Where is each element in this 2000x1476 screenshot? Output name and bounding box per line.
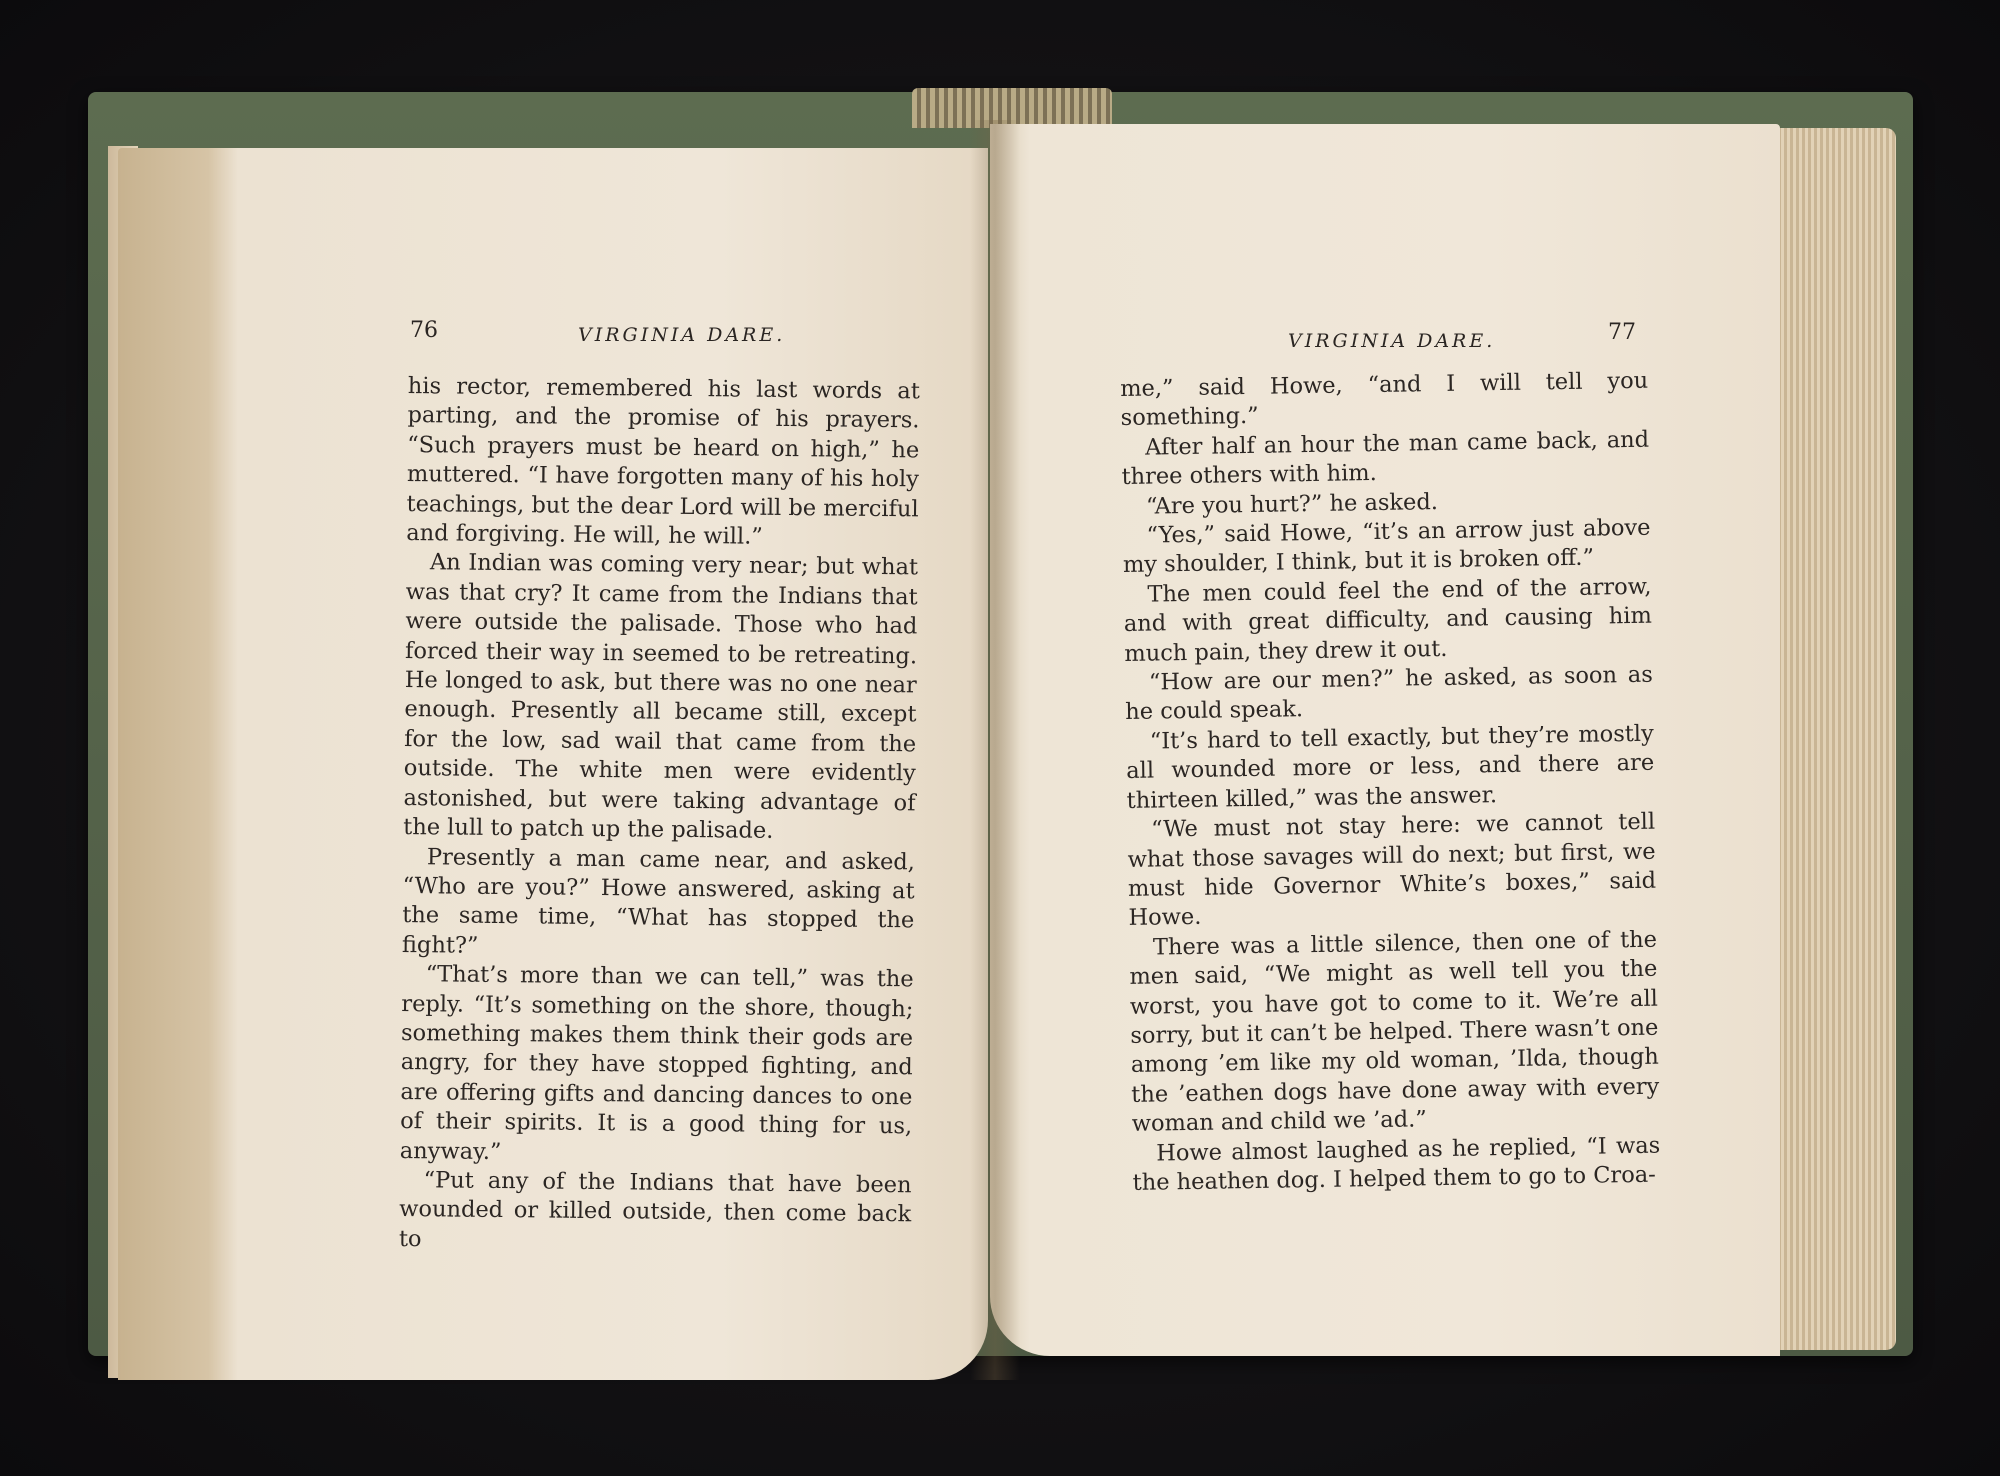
right-page-number: 77	[1608, 320, 1636, 345]
paragraph: “Put any of the Indians that have been wounded or killed outside, then come back to	[398, 1167, 912, 1252]
paragraph: An Indian was coming very near; but what was that cry? It came from the Indians that were outside the palisade. Those who had forced their way in seemed to be retreating. He longed to ask, but there was no one near enough. Presently all became still, except for the low, sad wail that came from the outside. The white men were evidently astonished, but were taking advantage of the lull to patch up the palisade.	[403, 549, 919, 844]
paragraph: “That’s more than we can tell,” was the reply. “It’s something on the shore, though; something makes them think their gods are angry, for they have stopped fighting, and are offering gifts and dancing dances to one of their spirits. It is a good thing for us, anyway.”	[399, 961, 914, 1165]
paragraph: Howe almost laughed as he replied, “I was the heathen dog. I helped them to go to Croa-	[1132, 1132, 1661, 1196]
paragraph: “Are you hurt?” he asked.	[1145, 488, 1439, 520]
left-running-head: VIRGINIA DARE.	[578, 324, 786, 346]
right-running-head: VIRGINIA DARE.	[1288, 330, 1496, 352]
paragraph: After half an hour the man came back, and three others with him.	[1121, 426, 1650, 491]
paragraph: There was a little silence, then one of the men said, “We might as well tell you the worst, you have got to come to it. We’re all sorry, but it can’t be helped. There wasn’t one among ’em like my old woman, ’Ilda, though the ’eathen dogs have done away with every woman and child we ’ad.”	[1129, 926, 1660, 1138]
paragraph: “How are our men?” he asked, as soon as he could speak.	[1125, 661, 1653, 726]
left-page-number: 76	[410, 318, 438, 343]
paragraph: “It’s hard to tell exactly, but they’re mostly all wounded more or less, and there are thirteen killed,” was the answer.	[1126, 720, 1655, 814]
book-gutter	[970, 120, 1020, 1380]
right-page-text	[1120, 367, 1661, 1199]
paragraph: “We must not stay here: we cannot tell what those savages will do next; but first, we must hide Governor White’s boxes,” said Howe.	[1127, 808, 1657, 932]
paragraph: “Yes,” said Howe, “it’s an arrow just above my shoulder, I think, but it is broken off.”	[1122, 514, 1651, 579]
right-page-edges	[1778, 128, 1896, 1350]
paragraph: The men could feel the end of the arrow, and with great difficulty, and causing him much pain, they drew it out.	[1123, 573, 1653, 667]
paragraph: Presently a man came near, and asked, “Who are you?” Howe answered, asking at the same time, “What has stopped the fight?”	[401, 843, 916, 959]
paragraph: me,” said Howe, “and I will tell you something.”	[1120, 367, 1649, 432]
left-page-text	[399, 372, 920, 1260]
paragraph: his rector, remembered his last words at parting, and the promise of his prayers. “Such prayers must be heard on high,” he muttered. “I have forgotten many of his holy teachings, but the dear Lord will be merciful and forgiving. He will, he will.”	[406, 372, 920, 550]
